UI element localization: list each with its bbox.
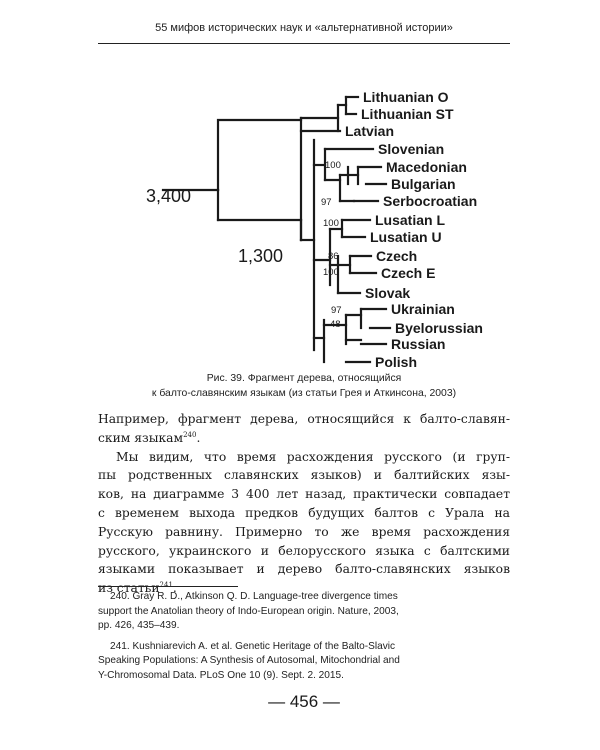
support-value-label: 100 [323,267,339,278]
text-line: Например, фрагмент дерева, относящийся к балто-славян- [98,412,510,426]
figure-caption [98,371,510,401]
tree-branch [218,120,301,190]
text-line: русского, украинского и белорусского языка с балтскими [98,543,510,558]
language-leaf-label: Byelorussian [395,320,483,336]
footnote-240 [98,590,510,634]
footnote-line: Speaking Populations: A Synthesis of Autosomal, Mitochondrial and [98,655,400,667]
text-line: ков, на диаграмме 3 400 лет назад, практически совпадает [98,487,510,502]
text-span: ским языкам [98,430,184,445]
footnote-line: 240. Gray R. D., Atkinson Q. D. Language-tree divergence times [110,591,398,602]
caption-line: к балто-славянским языкам (из статьи Грея и Аткинсона, 2003) [151,388,457,399]
running-header: 55 мифов исторических наук и «альтернативной истории» [155,22,453,34]
language-leaf-label: Slovenian [378,141,445,157]
language-leaf-label: Polish [375,354,418,370]
node-age-label: 3,400 [146,186,192,206]
support-value-label: 97 [331,305,342,316]
body-text [98,410,510,598]
node-age-label: 1,300 [238,246,284,266]
caption-line: Рис. 39. Фрагмент дерева, относящийся [206,373,402,384]
support-value-label: 48 [330,319,341,330]
text-line: языками показывает и дерево балто-славянских языков [98,562,510,577]
text-line: пы родственных славянских языков) и балтийских язы- [98,468,510,483]
language-leaf-label: Czech E [381,265,436,281]
language-leaf-label: Bulgarian [391,176,456,192]
footnotes [98,590,510,690]
language-leaf-label: Czech [376,248,418,264]
header-rule [98,43,510,44]
support-value-label: 100 [323,218,339,229]
footnote-ref-241[interactable]: 241 [159,581,173,590]
footnote-ref-240[interactable]: 240 [183,430,197,439]
language-leaf-label: Ukrainian [391,301,455,317]
footnote-line: support the Anatolian theory of Indo-European origin. Nature, 2003, [98,605,399,617]
language-leaf-label: Latvian [345,123,395,139]
text-span: из статьи [98,581,160,596]
language-tree-figure [118,80,518,370]
footnote-line: Y-Chromosomal Data. PLoS One 10 (9). Sept. 2. 2015. [98,669,344,681]
footnote-line: 241. Kushniarevich A. et al. Genetic Heritage of the Balto-Slavic [110,640,396,652]
language-leaf-label: Serbocroatian [383,193,478,209]
page-number: — 456 — [268,692,340,711]
language-leaf-label: Slovak [365,285,411,301]
language-leaf-label: Macedonian [386,159,467,175]
support-value-label: 97 [321,197,332,208]
footnote-241 [98,640,510,684]
text-line: Мы видим, что время расхождения русского (и груп- [116,449,510,464]
language-leaf-label: Lusatian L [375,212,446,228]
text-span: . [172,581,177,596]
text-span: . [196,430,201,445]
language-leaf-label: Lusatian U [370,229,442,245]
support-value-label: 86 [328,251,339,262]
text-line [98,429,510,448]
text-line: с временем выхода предков будущих балтов с Урала на [98,505,510,520]
footnote-rule [98,586,238,587]
language-leaf-label: Lithuanian ST [361,106,454,122]
language-leaf-label: Russian [391,336,446,352]
language-leaf-label: Lithuanian O [363,89,449,105]
support-value-label: 100 [325,160,341,171]
footnote-line: pp. 426, 435–439. [98,620,180,632]
text-line: Русскую равнину. Примерно то же время расхождения [98,524,510,539]
